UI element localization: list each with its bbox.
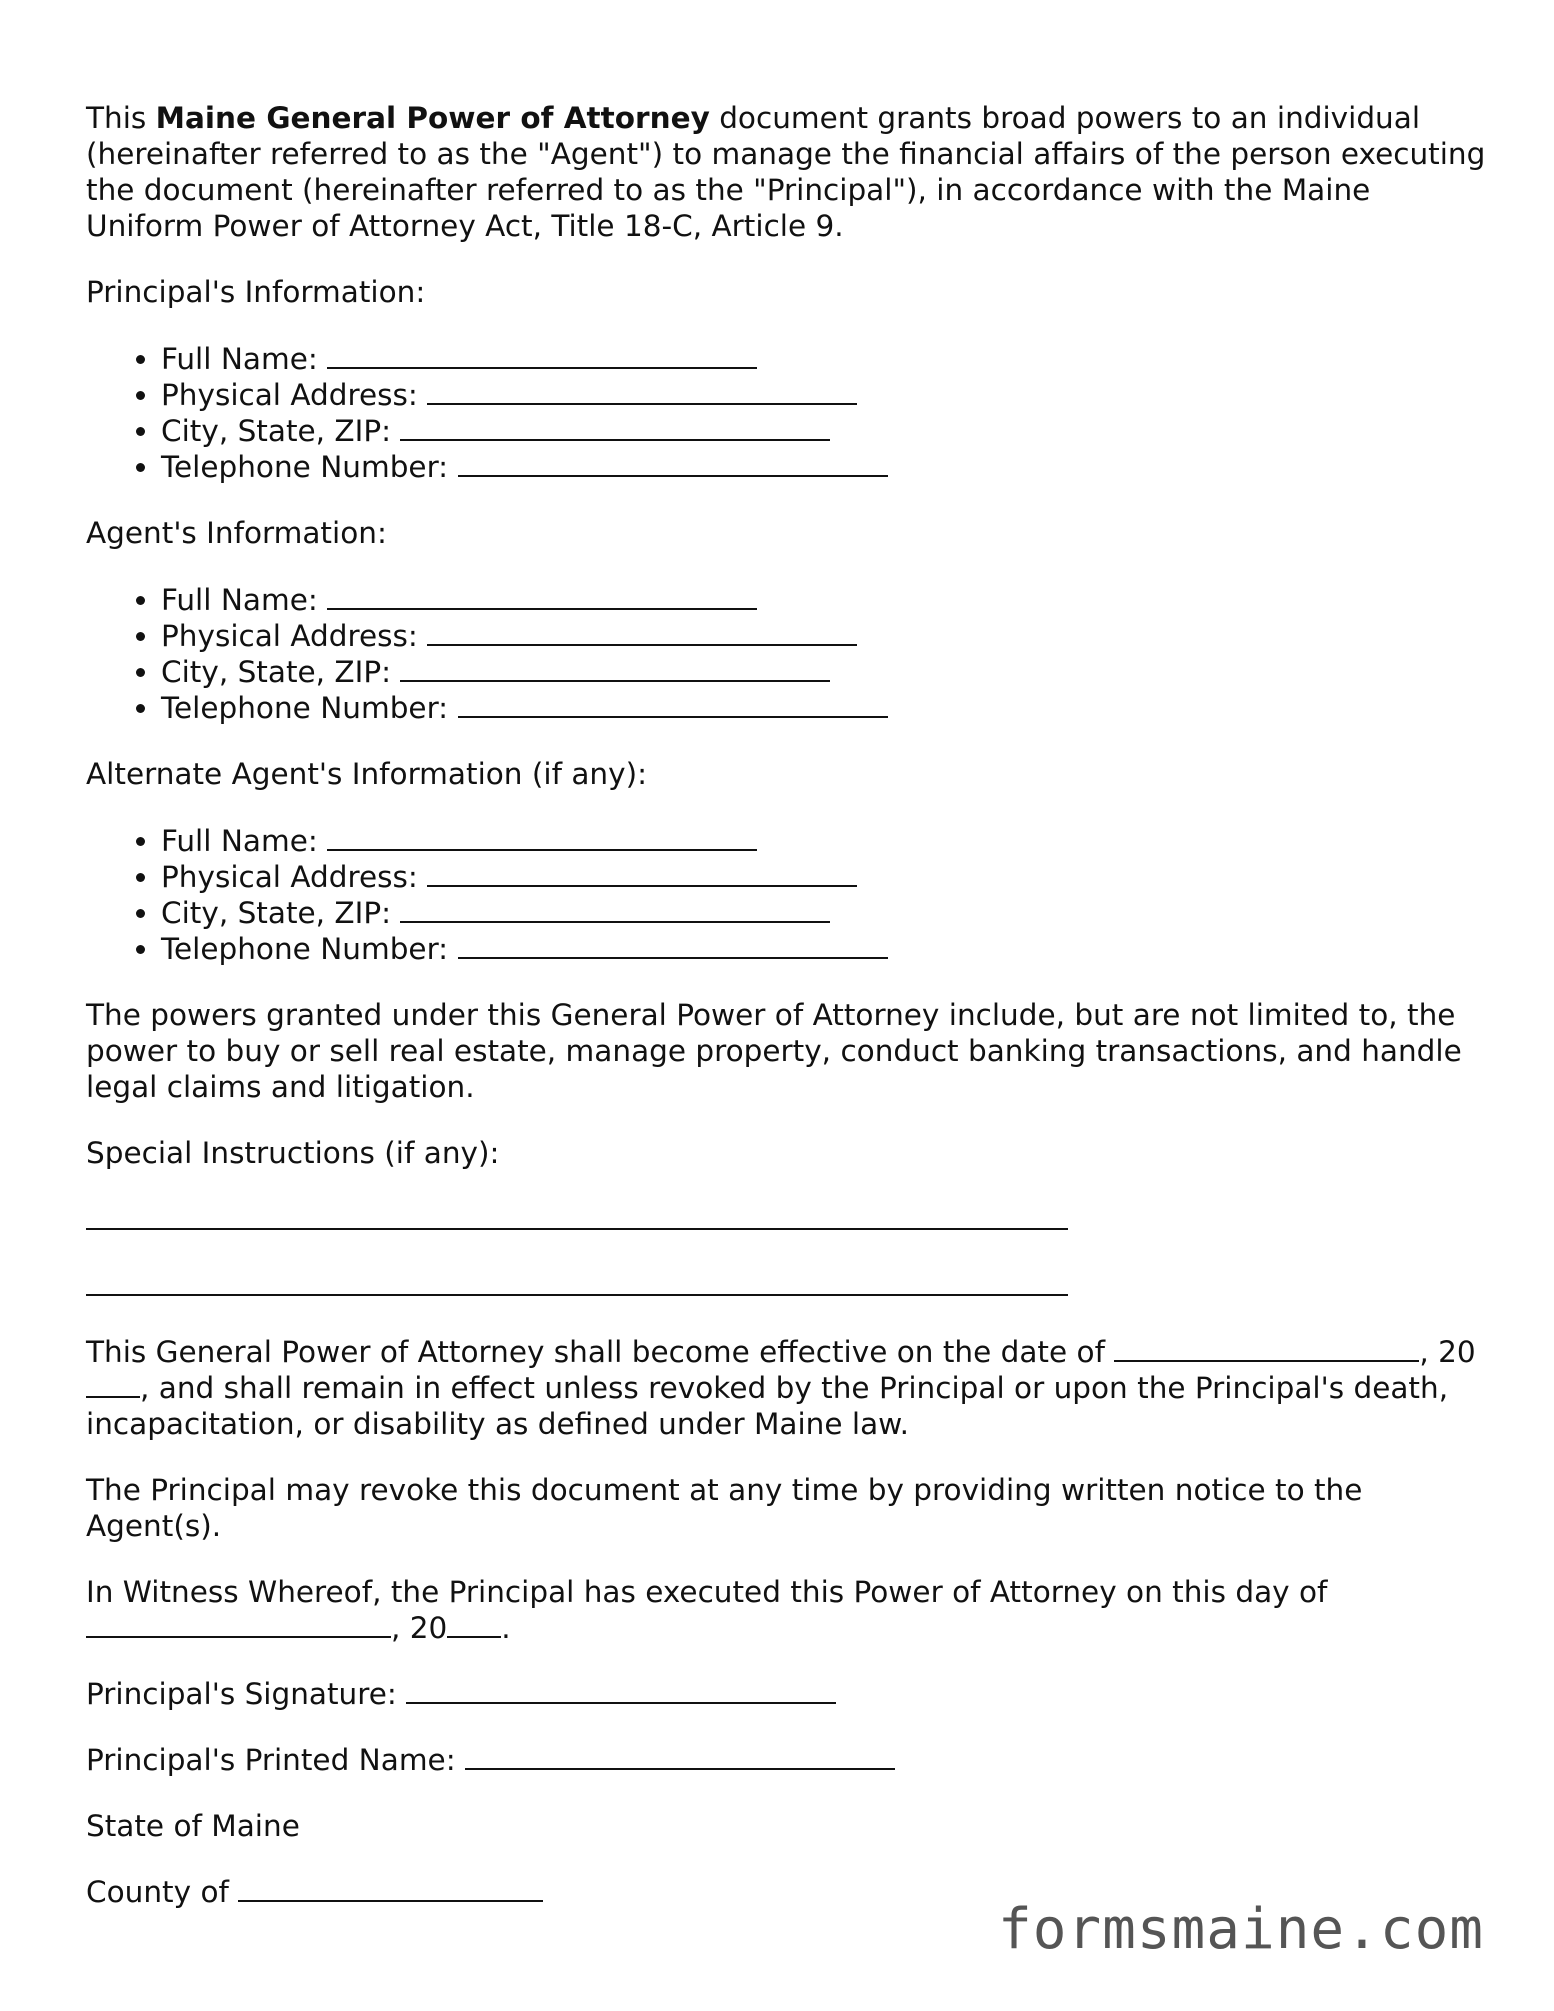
blank-line[interactable] (427, 618, 857, 646)
principal-info-fields (86, 341, 1486, 485)
blank-line[interactable] (86, 1202, 1068, 1230)
principal-city-state-zip-field[interactable]: • City, State, ZIP: (161, 413, 1486, 449)
document-title: Maine General Power of Attorney (155, 101, 710, 135)
blank-line[interactable] (427, 859, 857, 887)
agent-full-name-field[interactable]: • Full Name: (161, 582, 1486, 618)
blank-line[interactable] (458, 449, 888, 477)
effective-date-paragraph: This General Power of Attorney shall become effective on the date of , 20, and shall remain in effect unless revoked by the Principal or upon the Principal's death, incapacitation, or disability as defined under Maine law. (86, 1335, 1476, 1441)
special-instructions-line-1[interactable] (86, 1202, 1486, 1238)
blank-line[interactable] (327, 823, 757, 851)
blank-line[interactable] (327, 341, 757, 369)
alternate-agent-info-heading: Alternate Agent's Information (if any): (86, 757, 648, 791)
alternate-agent-telephone-field[interactable]: • Telephone Number: (161, 931, 1486, 967)
special-instructions-label: Special Instructions (if any): (86, 1136, 500, 1170)
principal-printed-name-line[interactable]: Principal's Printed Name: (86, 1742, 1486, 1778)
principal-info-heading: Principal's Information: (86, 275, 426, 309)
county-blank[interactable] (238, 1874, 543, 1902)
blank-line[interactable] (400, 413, 830, 441)
powers-paragraph: The powers granted under this General Power of Attorney include, but are not limited to, the power to buy or sell real estate, manage property, conduct banking transactions, and handle legal claims and litigation. (86, 998, 1462, 1104)
state-line: State of Maine (86, 1809, 300, 1843)
witness-paragraph: In Witness Whereof, the Principal has executed this Power of Attorney on this day of , 20 . (86, 1575, 1328, 1645)
alternate-agent-full-name-field[interactable]: • Full Name: (161, 823, 1486, 859)
alternate-agent-address-field[interactable]: • Physical Address: (161, 859, 1486, 895)
printed-name-blank[interactable] (465, 1742, 895, 1770)
blank-line[interactable] (400, 895, 830, 923)
alternate-agent-city-state-zip-field[interactable]: • City, State, ZIP: (161, 895, 1486, 931)
blank-line[interactable] (427, 377, 857, 405)
principal-signature-line[interactable]: Principal's Signature: (86, 1676, 1486, 1712)
blank-line[interactable] (327, 582, 757, 610)
agent-info-fields (86, 582, 1486, 726)
agent-telephone-field[interactable]: • Telephone Number: (161, 690, 1486, 726)
blank-line[interactable] (86, 1268, 1068, 1296)
alternate-agent-info-fields (86, 823, 1486, 967)
special-instructions-line-2[interactable] (86, 1268, 1486, 1304)
blank-line[interactable] (458, 690, 888, 718)
blank-line[interactable] (400, 654, 830, 682)
witness-year-blank[interactable] (447, 1610, 501, 1638)
agent-info-heading: Agent's Information: (86, 516, 387, 550)
principal-full-name-field[interactable]: • Full Name: (161, 341, 1486, 377)
principal-telephone-field[interactable]: • Telephone Number: (161, 449, 1486, 485)
agent-address-field[interactable]: • Physical Address: (161, 618, 1486, 654)
witness-date-blank[interactable] (86, 1610, 391, 1638)
principal-address-field[interactable]: • Physical Address: (161, 377, 1486, 413)
effective-year-blank[interactable] (86, 1370, 140, 1398)
county-line[interactable]: County of (86, 1874, 1486, 1910)
document-page (86, 100, 1486, 1940)
revocation-paragraph: The Principal may revoke this document at any time by providing written notice to the Agent(s). (86, 1473, 1363, 1543)
intro-paragraph: This Maine General Power of Attorney document grants broad powers to an individual (hereinafter referred to as the "Agent") to manage the financial affairs of the person executing the document (hereinafter referred to as the "Principal"), in accordance with the Maine Uniform Power of Attorney Act, Title 18-C, Article 9. (86, 101, 1486, 243)
agent-city-state-zip-field[interactable]: • City, State, ZIP: (161, 654, 1486, 690)
site-watermark: formsmaine.com (997, 1897, 1484, 1962)
blank-line[interactable] (458, 931, 888, 959)
effective-date-blank[interactable] (1114, 1334, 1419, 1362)
signature-blank[interactable] (406, 1676, 836, 1704)
